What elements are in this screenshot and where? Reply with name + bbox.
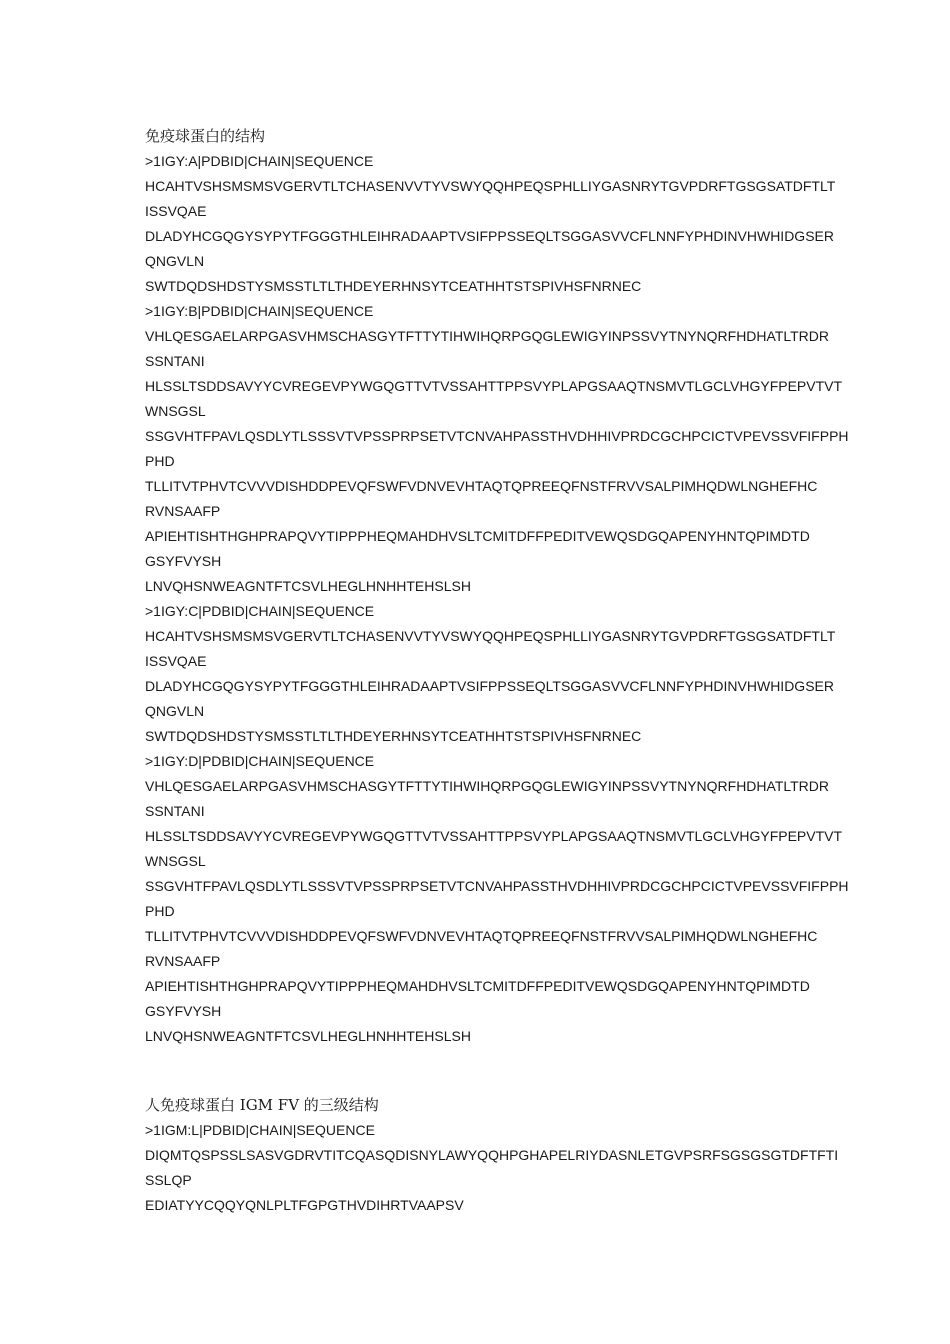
- sequence-line: >1IGY:A|PDBID|CHAIN|SEQUENCE: [145, 153, 374, 169]
- sequence-block-1igy: [145, 149, 849, 1049]
- sequence-line: WNSGSL: [145, 403, 206, 419]
- sequence-line: >1IGY:B|PDBID|CHAIN|SEQUENCE: [145, 303, 374, 319]
- sequence-line: QNGVLN: [145, 253, 205, 269]
- sequence-line: APIEHTISHTHGHPRAPQVYTIPPPHEQMAHDHVSLTCMITDFFPEDITVEWQSDGQAPENYHNTQPIMDTD: [145, 528, 810, 544]
- sequence-line: RVNSAAFP: [145, 503, 221, 519]
- sequence-line: WNSGSL: [145, 853, 206, 869]
- sequence-line: DIQMTQSPSSLSASVGDRVTITCQASQDISNYLAWYQQHPGHAPELRIYDASNLETGVPSRFSGSGSGTDFTFTI: [145, 1147, 839, 1163]
- sequence-line: LNVQHSNWEAGNTFTCSVLHEGLHNHHTEHSLSH: [145, 1028, 471, 1044]
- sequence-line: HCAHTVSHSMSMSVGERVTLTCHASENVVTYVSWYQQHPEQSPHLLIYGASNRYTGVPDRFTGSGSATDFTLT: [145, 178, 836, 194]
- sequence-line: SSLQP: [145, 1172, 192, 1188]
- section-heading-immunoglobulin-structure: 免疫球蛋白的结构: [145, 127, 266, 145]
- sequence-line: APIEHTISHTHGHPRAPQVYTIPPPHEQMAHDHVSLTCMITDFFPEDITVEWQSDGQAPENYHNTQPIMDTD: [145, 978, 810, 994]
- sequence-line: PHD: [145, 453, 175, 469]
- sequence-line: SWTDQDSHDSTYSMSSTLTLTHDEYERHNSYTCEATHHTSTSPIVHSFNRNEC: [145, 278, 642, 294]
- sequence-line: GSYFVYSH: [145, 553, 222, 569]
- sequence-line: QNGVLN: [145, 703, 205, 719]
- sequence-line: RVNSAAFP: [145, 953, 221, 969]
- sequence-line: HLSSLTSDDSAVYYCVREGEVPYWGQGTTVTVSSAHTTPPSVYPLAPGSAAQTNSMVTLGCLVHGYFPEPVTVT: [145, 828, 843, 844]
- sequence-line: TLLITVTPHVTCVVVDISHDDPEVQFSWFVDNVEVHTAQTQPREEQFNSTFRVVSALPIMHQDWLNGHEFHC: [145, 928, 818, 944]
- sequence-line: >1IGM:L|PDBID|CHAIN|SEQUENCE: [145, 1122, 375, 1138]
- section-heading-igm-fv-tertiary-structure: 人免疫球蛋白 IGM FV 的三级结构: [145, 1096, 379, 1114]
- sequence-line: SSGVHTFPAVLQSDLYTLSSSVTVPSSPRPSETVTCNVAHPASSTHVDHHIVPRDCGCHPCICTVPEVSSVFIFPPH: [145, 428, 849, 444]
- sequence-line: ISSVQAE: [145, 203, 207, 219]
- document-page: [145, 124, 849, 1218]
- sequence-line: LNVQHSNWEAGNTFTCSVLHEGLHNHHTEHSLSH: [145, 578, 471, 594]
- sequence-line: TLLITVTPHVTCVVVDISHDDPEVQFSWFVDNVEVHTAQTQPREEQFNSTFRVVSALPIMHQDWLNGHEFHC: [145, 478, 818, 494]
- sequence-line: SSNTANI: [145, 353, 205, 369]
- sequence-line: SSNTANI: [145, 803, 205, 819]
- sequence-line: VHLQESGAELARPGASVHMSCHASGYTFTTYTIHWIHQRPGQGLEWIGYINPSSVYTNYNQRFHDHATLTRDR: [145, 778, 830, 794]
- sequence-line: PHD: [145, 903, 175, 919]
- sequence-line: DLADYHCGQGYSYPYTFGGGTHLEIHRADAAPTVSIFPPSSEQLTSGGASVVCFLNNFYPHDINVHWHIDGSER: [145, 228, 834, 244]
- sequence-line: VHLQESGAELARPGASVHMSCHASGYTFTTYTIHWIHQRPGQGLEWIGYINPSSVYTNYNQRFHDHATLTRDR: [145, 328, 830, 344]
- sequence-line: HCAHTVSHSMSMSVGERVTLTCHASENVVTYVSWYQQHPEQSPHLLIYGASNRYTGVPDRFTGSGSATDFTLT: [145, 628, 836, 644]
- sequence-line: EDIATYYCQQYQNLPLTFGPGTHVDIHRTVAAPSV: [145, 1197, 464, 1213]
- sequence-line: >1IGY:C|PDBID|CHAIN|SEQUENCE: [145, 603, 375, 619]
- sequence-line: ISSVQAE: [145, 653, 207, 669]
- sequence-line: SSGVHTFPAVLQSDLYTLSSSVTVPSSPRPSETVTCNVAHPASSTHVDHHIVPRDCGCHPCICTVPEVSSVFIFPPH: [145, 878, 849, 894]
- paragraph-spacer: [145, 1049, 825, 1093]
- sequence-line: GSYFVYSH: [145, 1003, 222, 1019]
- sequence-line: >1IGY:D|PDBID|CHAIN|SEQUENCE: [145, 753, 375, 769]
- sequence-block-1igm: [145, 1118, 839, 1218]
- sequence-line: DLADYHCGQGYSYPYTFGGGTHLEIHRADAAPTVSIFPPSSEQLTSGGASVVCFLNNFYPHDINVHWHIDGSER: [145, 678, 834, 694]
- sequence-line: HLSSLTSDDSAVYYCVREGEVPYWGQGTTVTVSSAHTTPPSVYPLAPGSAAQTNSMVTLGCLVHGYFPEPVTVT: [145, 378, 843, 394]
- sequence-line: SWTDQDSHDSTYSMSSTLTLTHDEYERHNSYTCEATHHTSTSPIVHSFNRNEC: [145, 728, 642, 744]
